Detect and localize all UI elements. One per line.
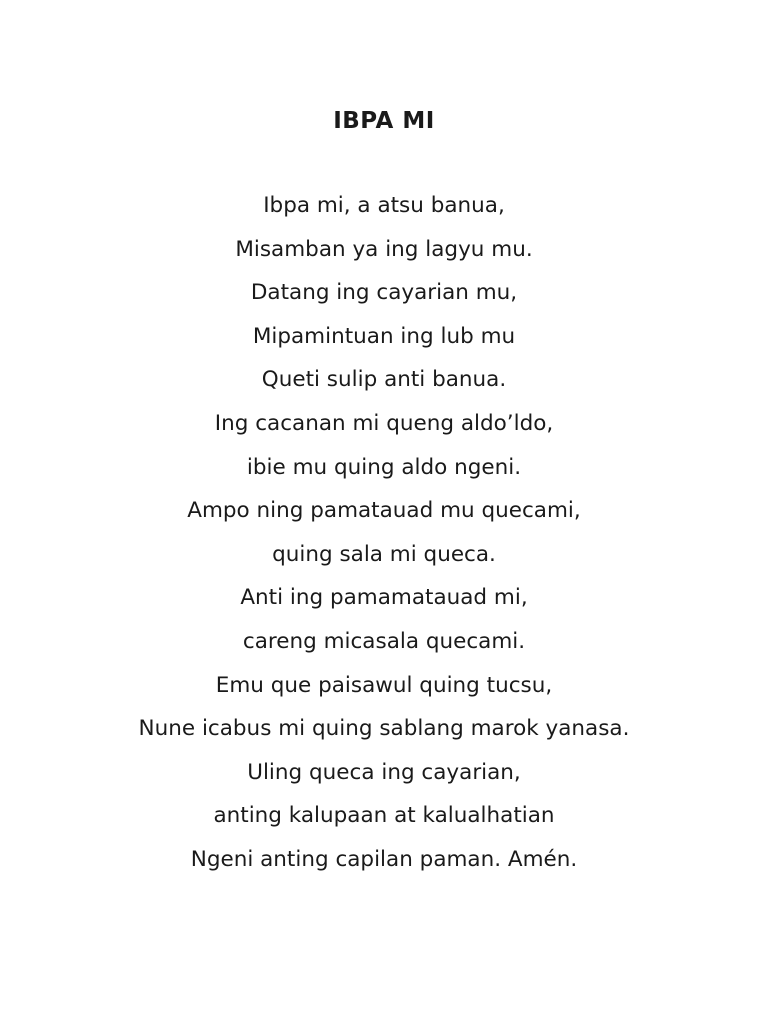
prayer-line: Datang ing cayarian mu, — [250, 280, 518, 306]
prayer-line: Misamban ya ing lagyu mu. — [235, 236, 533, 262]
prayer-line: quing sala mi queca. — [272, 541, 496, 567]
prayer-line: Anti ing pamamatauad mi, — [240, 585, 528, 611]
prayer-text — [0, 184, 768, 882]
prayer-line: anting kalupaan at kalualhatian — [213, 803, 555, 829]
prayer-line: Emu que paisawul quing tucsu, — [215, 672, 553, 698]
prayer-line: careng micasala quecami. — [242, 628, 526, 654]
prayer-line: Ibpa mi, a atsu banua, — [263, 193, 505, 218]
prayer-line: Ing cacanan mi queng aldo’ldo, — [214, 410, 554, 436]
prayer-line: Ngeni anting capilan paman. Amén. — [190, 846, 578, 872]
prayer-line: Uling queca ing cayarian, — [247, 759, 521, 785]
prayer-line: Ampo ning pamatauad mu quecami, — [187, 498, 581, 524]
prayer-line: Mipamintuan ing lub mu — [252, 323, 516, 349]
prayer-line: ibie mu quing aldo ngeni. — [246, 454, 522, 480]
prayer-line: Nune icabus mi quing sablang marok yanasa. — [138, 716, 630, 742]
page-title: IBPA MI — [333, 108, 435, 134]
prayer-line: Queti sulip anti banua. — [261, 367, 507, 393]
